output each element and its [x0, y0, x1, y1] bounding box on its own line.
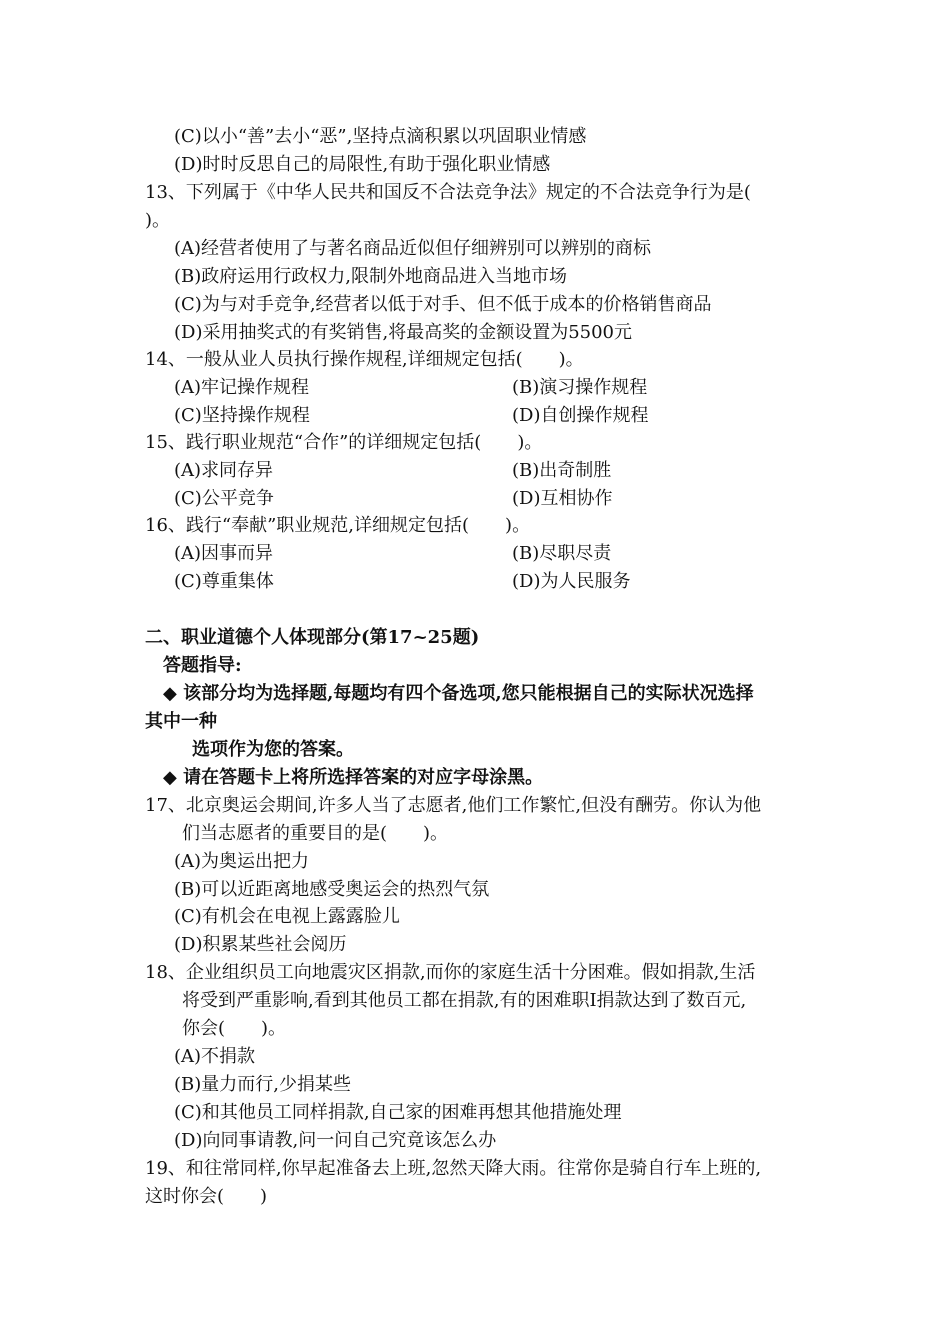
q15-option-b: (B)出奇制胜 [512, 460, 612, 481]
q17-option-b: (B)可以近距离地感受奥运会的热烈气氛 [174, 879, 490, 900]
q19-stem-cont: 这时你会( ) [145, 1186, 268, 1207]
q16-option-a: (A)因事而异 [174, 543, 274, 564]
section2-guide: 答题指导: [163, 655, 242, 676]
q17-option-a: (A)为奥运出把力 [174, 851, 310, 872]
q18-option-b: (B)量力而行,少捐某些 [174, 1074, 351, 1095]
q14-option-a: (A)牢记操作规程 [174, 377, 310, 398]
section2-bullet1-cont2: 选项作为您的答案。 [192, 739, 354, 760]
q15-stem: 15、践行职业规范“合作”的详细规定包括( )。 [145, 432, 543, 453]
q13-option-a: (A)经营者使用了与著名商品近似但仔细辨别可以辨别的商标 [174, 238, 652, 259]
q13-option-b: (B)政府运用行政权力,限制外地商品进入当地市场 [174, 266, 567, 287]
section2-title: 二、职业道德个人体现部分(第17~25题) [145, 627, 480, 648]
section2-bullet1: ◆ 该部分均为选择题,每题均有四个备选项,您只能根据自己的实际状况选择 [163, 683, 754, 704]
q16-stem: 16、践行“奉献”职业规范,详细规定包括( )。 [145, 515, 531, 536]
q16-option-b: (B)尽职尽责 [512, 543, 612, 564]
q19-stem: 19、和往常同样,你早起准备去上班,忽然天降大雨。往常你是骑自行车上班的, [145, 1158, 762, 1179]
q15-option-c: (C)公平竞争 [174, 488, 274, 509]
section2-bullet1-cont: 其中一种 [145, 711, 217, 732]
q14-option-c: (C)坚持操作规程 [174, 405, 310, 426]
q18-stem: 18、企业组织员工向地震灾区捐款,而你的家庭生活十分困难。假如捐款,生活 [145, 962, 756, 983]
q13-stem: 13、下列属于《中华人民共和国反不合法竞争法》规定的不合法竞争行为是( [145, 182, 751, 203]
q17-stem-cont: 们当志愿者的重要目的是( )。 [182, 823, 449, 844]
q14-option-d: (D)自创操作规程 [512, 405, 649, 426]
q18-option-c: (C)和其他员工同样捐款,自己家的困难再想其他措施处理 [174, 1102, 622, 1123]
q18-stem-cont2: 你会( )。 [182, 1018, 287, 1039]
q15-option-d: (D)互相协作 [512, 488, 613, 509]
section2-bullet2: ◆ 请在答题卡上将所选择答案的对应字母涂黑。 [163, 767, 544, 788]
q18-option-a: (A)不捐款 [174, 1046, 256, 1067]
q12-option-d: (D)时时反思自己的局限性,有助于强化职业情感 [174, 154, 551, 175]
q15-option-a: (A)求同存异 [174, 460, 274, 481]
q17-option-d: (D)积累某些社会阅历 [174, 934, 347, 955]
q16-option-c: (C)尊重集体 [174, 571, 274, 592]
q16-option-d: (D)为人民服务 [512, 571, 631, 592]
q13-stem-cont: )。 [145, 210, 171, 231]
q14-stem: 14、一般从业人员执行操作规程,详细规定包括( )。 [145, 349, 584, 370]
q13-option-c: (C)为与对手竞争,经营者以低于对手、但不低于成本的价格销售商品 [174, 294, 712, 315]
q17-stem: 17、北京奥运会期间,许多人当了志愿者,他们工作繁忙,但没有酬劳。你认为他 [145, 795, 762, 816]
q13-option-d: (D)采用抽奖式的有奖销售,将最高奖的金额设置为5500元 [174, 322, 633, 343]
q17-option-c: (C)有机会在电视上露露脸儿 [174, 906, 400, 927]
q18-stem-cont: 将受到严重影响,看到其他员工都在捐款,有的困难职Ⅰ捐款达到了数百元, [182, 990, 747, 1011]
q14-option-b: (B)演习操作规程 [512, 377, 648, 398]
q12-option-c: (C)以小“善”去小“恶”,坚持点滴积累以巩固职业情感 [174, 126, 587, 147]
q18-option-d: (D)向同事请教,问一问自己究竟该怎么办 [174, 1130, 497, 1151]
